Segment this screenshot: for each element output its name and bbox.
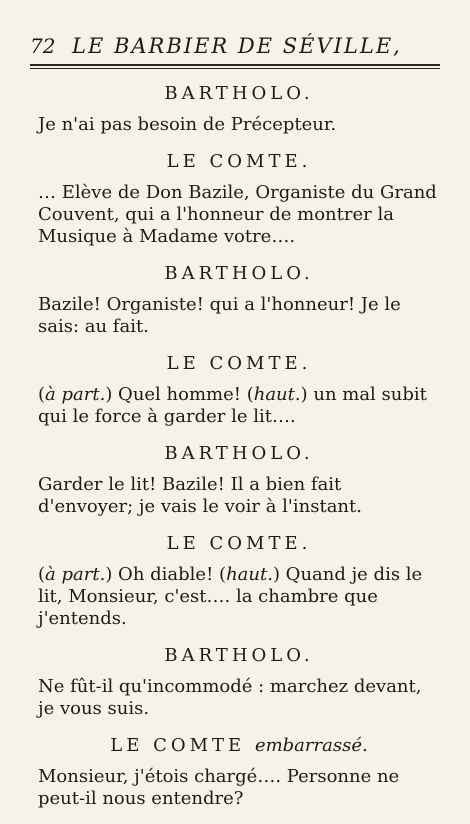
speaker-name: LE COMTE. <box>166 353 312 374</box>
speech-text: Garder le lit! Bazile! Il a bien fait d'envoyer; je vais le voir à l'instant. <box>38 474 362 517</box>
speech-text: Bazile! Organiste! qui a l'honneur! Je le sais: au fait. <box>38 294 401 337</box>
speech-text: Monsieur, j'étois chargé…. Personne ne peut-il nous entendre? <box>38 766 400 809</box>
stage-direction: embarrassé. <box>254 735 368 756</box>
speech-text: Je n'ai pas besoin de Précepteur. <box>38 114 337 135</box>
speaker-line <box>38 734 440 758</box>
header-rule-thin <box>30 68 440 69</box>
stage-direction: haut. <box>253 384 301 405</box>
dialogue-body <box>38 82 440 824</box>
speaker-name: BARTHOLO. <box>164 83 314 104</box>
speaker-name: LE COMTE <box>110 735 246 756</box>
stage-direction: à part. <box>45 564 106 585</box>
page-header <box>30 34 440 62</box>
speaker-name: BARTHOLO. <box>164 263 314 284</box>
speech-text: Ne fût-il qu'incommodé : marchez devant, je vous suis. <box>38 676 422 719</box>
running-title: LE BARBIER DE SÉVILLE, <box>72 34 402 58</box>
speech-fragment: ( <box>38 564 46 585</box>
speech-fragment: ( <box>38 384 46 405</box>
speaker-name: LE COMTE. <box>166 533 312 554</box>
stage-direction: à part. <box>45 384 106 405</box>
speech-text <box>38 564 440 630</box>
stage-direction: haut. <box>226 564 273 585</box>
speaker-name: BARTHOLO. <box>164 645 314 666</box>
speech-fragment: ) un mal subit qui le force à garder le lit…. <box>38 384 427 427</box>
speaker-name: LE COMTE. <box>166 151 312 172</box>
speech-fragment: ) Quel homme! ( <box>105 384 254 405</box>
speaker-name: BARTHOLO. <box>164 443 314 464</box>
page-number: 72 <box>30 34 56 58</box>
header-rule <box>30 64 440 66</box>
speech-text: … Elève de Don Bazile, Organiste du Grand Couvent, qui a l'honneur de montrer la Musique à Madame votre…. <box>38 182 437 247</box>
speech-fragment: ) Oh diable! ( <box>105 564 227 585</box>
speech-text <box>38 384 440 428</box>
speech-fragment: ) Quand je dis le lit, Monsieur, c'est…. la chambre que j'entends. <box>38 564 423 629</box>
